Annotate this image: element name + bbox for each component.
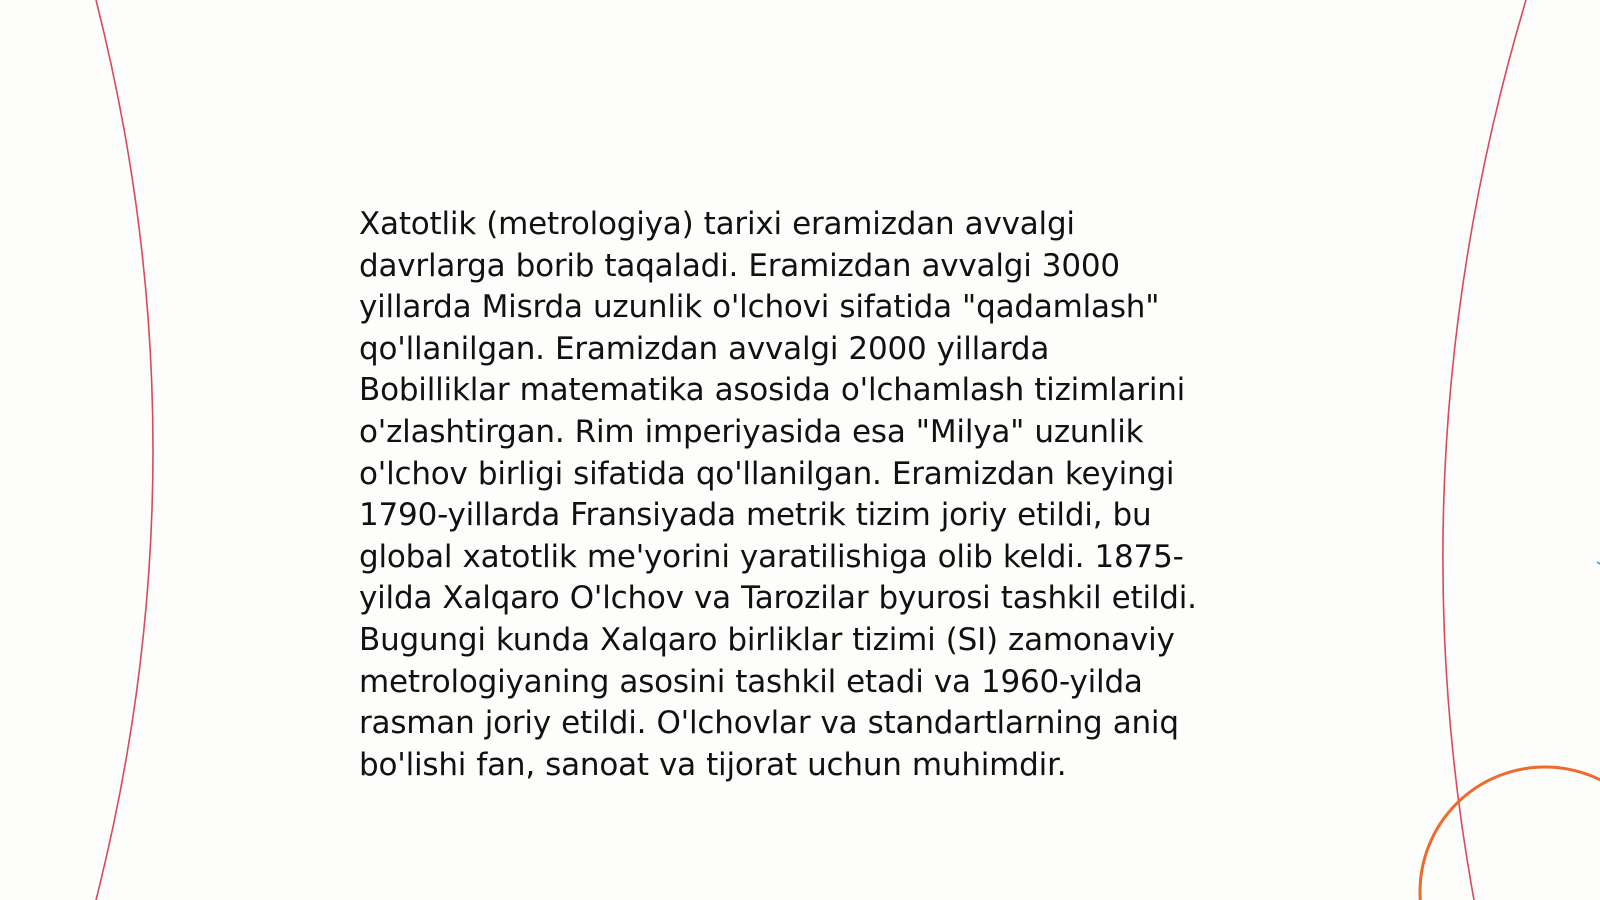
text-line: rasman joriy etildi. O'lchovlar va standartlarning aniq <box>359 705 1179 742</box>
text-line: davrlarga borib taqaladi. Eramizdan avvalgi 3000 <box>359 247 1120 284</box>
left-arc-decoration <box>96 0 153 900</box>
text-line: Xatotlik (metrologiya) tarixi eramizdan avvalgi <box>359 206 1075 242</box>
text-line: o'lchov birligi sifatida qo'llanilgan. Eramizdan keyingi <box>359 455 1175 492</box>
text-line: yillarda Misrda uzunlik o'lchovi sifatida "qadamlash" <box>359 289 1160 326</box>
right-arc-decoration <box>1443 0 1526 900</box>
text-line: global xatotlik me'yorini yaratilishiga olib keldi. 1875- <box>359 538 1184 575</box>
text-line: 1790-yillarda Fransiyada metrik tizim joriy etildi, bu <box>359 497 1152 534</box>
text-line: Bobilliklar matematika asosida o'lchamlash tizimlarini <box>359 372 1186 409</box>
text-line: Bugungi kunda Xalqaro birliklar tizimi (SI) zamonaviy <box>359 621 1175 658</box>
text-line: bo'lishi fan, sanoat va tijorat uchun muhimdir. <box>359 746 1067 783</box>
text-line: qo'llanilgan. Eramizdan avvalgi 2000 yillarda <box>359 330 1050 367</box>
text-line: metrologiyaning asosini tashkil etadi va 1960-yilda <box>359 663 1143 700</box>
text-line: o'zlashtirgan. Rim imperiyasida esa "Milya" uzunlik <box>359 413 1144 450</box>
body-paragraph <box>359 204 1239 786</box>
text-line: yilda Xalqaro O'lchov va Tarozilar byurosi tashkil etildi. <box>359 580 1197 617</box>
orange-circle-decoration <box>1420 767 1600 900</box>
